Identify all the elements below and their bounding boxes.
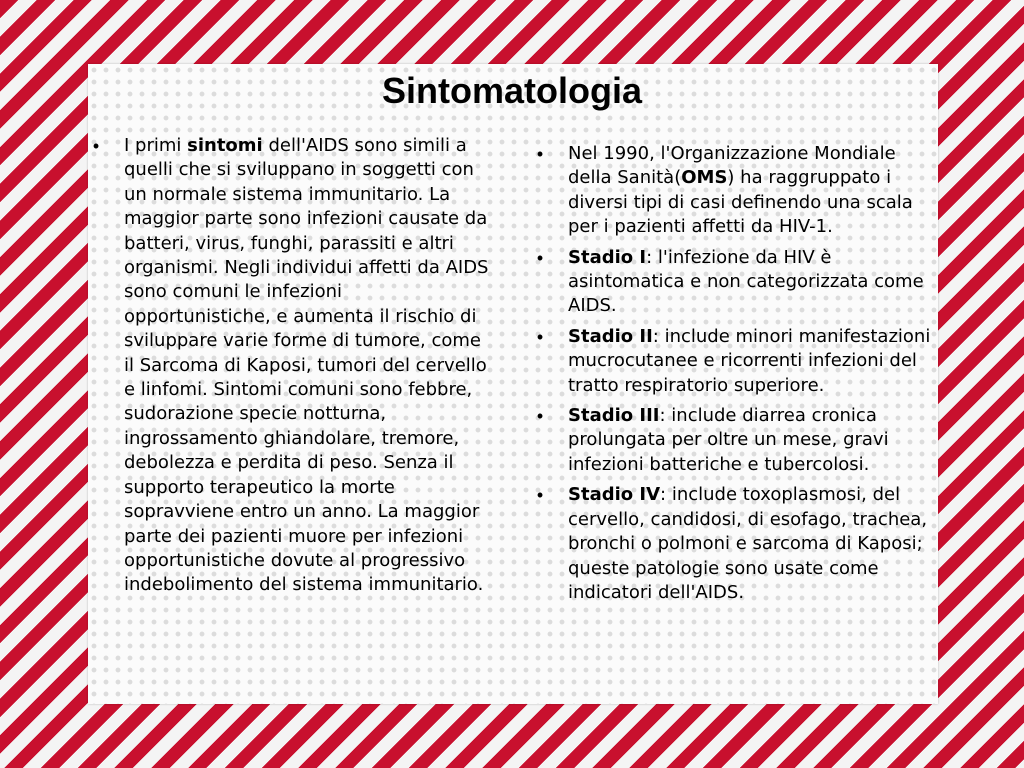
right-column-list [536, 142, 940, 611]
item-text: : include diarrea cronica prolungata per oltre un mese, gravi infezioni batteriche e tubercolosi. [568, 405, 889, 475]
bullet-icon: • [536, 247, 544, 268]
bullet-icon: • [536, 406, 544, 427]
item-keyword: Stadio I [568, 246, 647, 268]
item-keyword: sintomi [187, 135, 263, 156]
list-item-stage-1 [536, 246, 940, 319]
bullet-icon: • [536, 144, 544, 164]
item-text: : l'infezione da HIV è asintomatica e non categorizzata come AIDS. [568, 246, 924, 317]
bullet-icon: • [536, 326, 544, 347]
item-keyword: OMS [681, 167, 728, 189]
bullet-icon: • [536, 485, 544, 506]
bullet-icon: • [92, 136, 100, 156]
item-text: ) ha raggruppato i diversi tipi di casi definendo una scala per i pazienti affetti da HIV-1. [568, 167, 913, 238]
list-item-symptoms [92, 134, 494, 598]
list-item-stage-2 [536, 325, 940, 398]
item-prefix: Nel 1990, l'Organizzazione Mondiale della Sanità( [568, 143, 896, 189]
item-keyword: Stadio III [568, 405, 660, 427]
list-item-stage-3 [536, 404, 940, 477]
item-keyword: Stadio IV [568, 484, 661, 506]
item-text: : include toxoplasmosi, del cervello, candidosi, di esofago, trachea, bronchi o polmoni e sarcoma di Kaposi; queste patologie sono usate come indicatori dell'AIDS. [568, 484, 928, 603]
item-text: : include minori manifestazioni mucrocutanee e ricorrenti infezioni del tratto respiratorio superiore. [568, 325, 931, 396]
slide-title: Sintomatologia [382, 70, 642, 111]
item-keyword: Stadio II [568, 325, 653, 347]
list-item-stage-4 [536, 483, 940, 605]
item-text: dell'AIDS sono simili a quelli che si sviluppano in soggetti con un normale sistema immunitario. La maggior parte sono infezioni causate da batteri, virus, funghi, parassiti e altri organismi. Negli individui affetti da AIDS sono comuni le infezioni opportunistiche, e aumenta il rischio di sviluppare varie forme di tumore, come il Sarcoma di Kaposi, tumori del cervello e linfomi. Sintomi comuni sono febbre, sudorazione specie notturna, ingrossamento ghiandolare, tremore, debolezza e perdita di peso. Senza il supporto terapeutico la morte sopravviene entro un anno. La maggior parte dei pazienti muore per infezioni opportunistiche dovute al progressivo indebolimento del sistema immunitario. [124, 135, 489, 596]
item-prefix: I primi [124, 135, 188, 156]
list-item-oms [536, 142, 940, 240]
left-column-list [92, 134, 494, 604]
